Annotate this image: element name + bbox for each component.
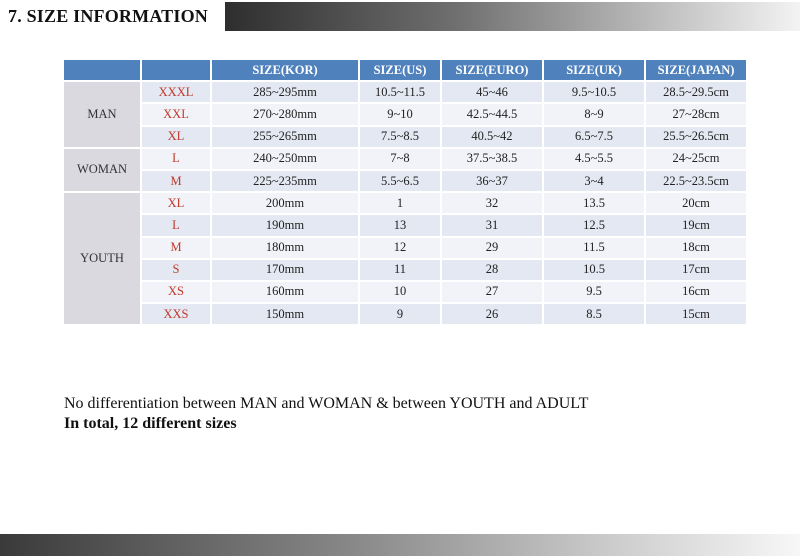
table-cell: 7.5~8.5 bbox=[360, 127, 442, 149]
table-cell: 255~265mm bbox=[212, 127, 360, 149]
size-table bbox=[64, 60, 748, 326]
size-label: L bbox=[142, 215, 212, 237]
table-cell: 25.5~26.5cm bbox=[646, 127, 748, 149]
group-label: MAN bbox=[64, 82, 142, 149]
table-cell: 36~37 bbox=[442, 171, 544, 193]
table-cell: 5.5~6.5 bbox=[360, 171, 442, 193]
table-cell: 285~295mm bbox=[212, 82, 360, 104]
table-cell: 180mm bbox=[212, 238, 360, 260]
table-cell: 11.5 bbox=[544, 238, 646, 260]
table-cell: 15cm bbox=[646, 304, 748, 326]
table-cell: 42.5~44.5 bbox=[442, 104, 544, 126]
table-row bbox=[64, 82, 748, 104]
table-cell: 160mm bbox=[212, 282, 360, 304]
table-cell: 20cm bbox=[646, 193, 748, 215]
size-label: S bbox=[142, 260, 212, 282]
table-cell: 240~250mm bbox=[212, 149, 360, 171]
table-header-row bbox=[64, 60, 748, 82]
table-cell: 31 bbox=[442, 215, 544, 237]
note-differentiation: No differentiation between MAN and WOMAN & between YOUTH and ADULT bbox=[64, 395, 589, 412]
column-header-japan: SIZE(JAPAN) bbox=[646, 60, 748, 82]
note-total-sizes: In total, 12 different sizes bbox=[64, 415, 237, 432]
table-row bbox=[64, 127, 748, 149]
slide-title: 7. SIZE INFORMATION bbox=[8, 6, 208, 26]
table-cell: 150mm bbox=[212, 304, 360, 326]
size-label: M bbox=[142, 171, 212, 193]
size-label: XXXL bbox=[142, 82, 212, 104]
table-cell: 10 bbox=[360, 282, 442, 304]
size-label: XS bbox=[142, 282, 212, 304]
group-label: YOUTH bbox=[64, 193, 142, 326]
table-row bbox=[64, 260, 748, 282]
table-cell: 32 bbox=[442, 193, 544, 215]
table-cell: 12.5 bbox=[544, 215, 646, 237]
table-cell: 12 bbox=[360, 238, 442, 260]
table-cell: 9.5~10.5 bbox=[544, 82, 646, 104]
table-row bbox=[64, 171, 748, 193]
table-cell: 4.5~5.5 bbox=[544, 149, 646, 171]
size-label: XXL bbox=[142, 104, 212, 126]
table-cell: 29 bbox=[442, 238, 544, 260]
slide-header bbox=[0, 0, 800, 33]
size-label: XXS bbox=[142, 304, 212, 326]
table-cell: 7~8 bbox=[360, 149, 442, 171]
table-cell: 8~9 bbox=[544, 104, 646, 126]
table-cell: 18cm bbox=[646, 238, 748, 260]
table-row bbox=[64, 104, 748, 126]
table-cell: 16cm bbox=[646, 282, 748, 304]
table-cell: 9 bbox=[360, 304, 442, 326]
column-header-kor: SIZE(KOR) bbox=[212, 60, 360, 82]
table-cell: 11 bbox=[360, 260, 442, 282]
table-cell: 28.5~29.5cm bbox=[646, 82, 748, 104]
table-cell: 270~280mm bbox=[212, 104, 360, 126]
table-row bbox=[64, 304, 748, 326]
table-cell: 27~28cm bbox=[646, 104, 748, 126]
table-cell: 190mm bbox=[212, 215, 360, 237]
table-cell: 10.5~11.5 bbox=[360, 82, 442, 104]
table-row bbox=[64, 215, 748, 237]
table-cell: 27 bbox=[442, 282, 544, 304]
table-cell: 6.5~7.5 bbox=[544, 127, 646, 149]
table-cell: 13 bbox=[360, 215, 442, 237]
table-cell: 200mm bbox=[212, 193, 360, 215]
table-cell: 40.5~42 bbox=[442, 127, 544, 149]
table-cell: 17cm bbox=[646, 260, 748, 282]
table-cell: 37.5~38.5 bbox=[442, 149, 544, 171]
column-header bbox=[64, 60, 142, 82]
group-label: WOMAN bbox=[64, 149, 142, 193]
table-cell: 19cm bbox=[646, 215, 748, 237]
column-header-euro: SIZE(EURO) bbox=[442, 60, 544, 82]
table-cell: 45~46 bbox=[442, 82, 544, 104]
size-label: L bbox=[142, 149, 212, 171]
table-row bbox=[64, 282, 748, 304]
footer-gradient-bar bbox=[0, 534, 800, 556]
size-label: M bbox=[142, 238, 212, 260]
table-cell: 26 bbox=[442, 304, 544, 326]
column-header-uk: SIZE(UK) bbox=[544, 60, 646, 82]
table-cell: 3~4 bbox=[544, 171, 646, 193]
table-cell: 170mm bbox=[212, 260, 360, 282]
column-header bbox=[142, 60, 212, 82]
table-body bbox=[64, 82, 748, 326]
table-cell: 10.5 bbox=[544, 260, 646, 282]
table-cell: 28 bbox=[442, 260, 544, 282]
table-cell: 22.5~23.5cm bbox=[646, 171, 748, 193]
table-row bbox=[64, 149, 748, 171]
table-cell: 13.5 bbox=[544, 193, 646, 215]
table-row bbox=[64, 193, 748, 215]
table-cell: 8.5 bbox=[544, 304, 646, 326]
size-label: XL bbox=[142, 193, 212, 215]
table-cell: 1 bbox=[360, 193, 442, 215]
table-cell: 24~25cm bbox=[646, 149, 748, 171]
table-row bbox=[64, 238, 748, 260]
header-gradient-bar bbox=[225, 2, 800, 31]
table-cell: 9.5 bbox=[544, 282, 646, 304]
size-label: XL bbox=[142, 127, 212, 149]
table-cell: 9~10 bbox=[360, 104, 442, 126]
table-cell: 225~235mm bbox=[212, 171, 360, 193]
column-header-us: SIZE(US) bbox=[360, 60, 442, 82]
